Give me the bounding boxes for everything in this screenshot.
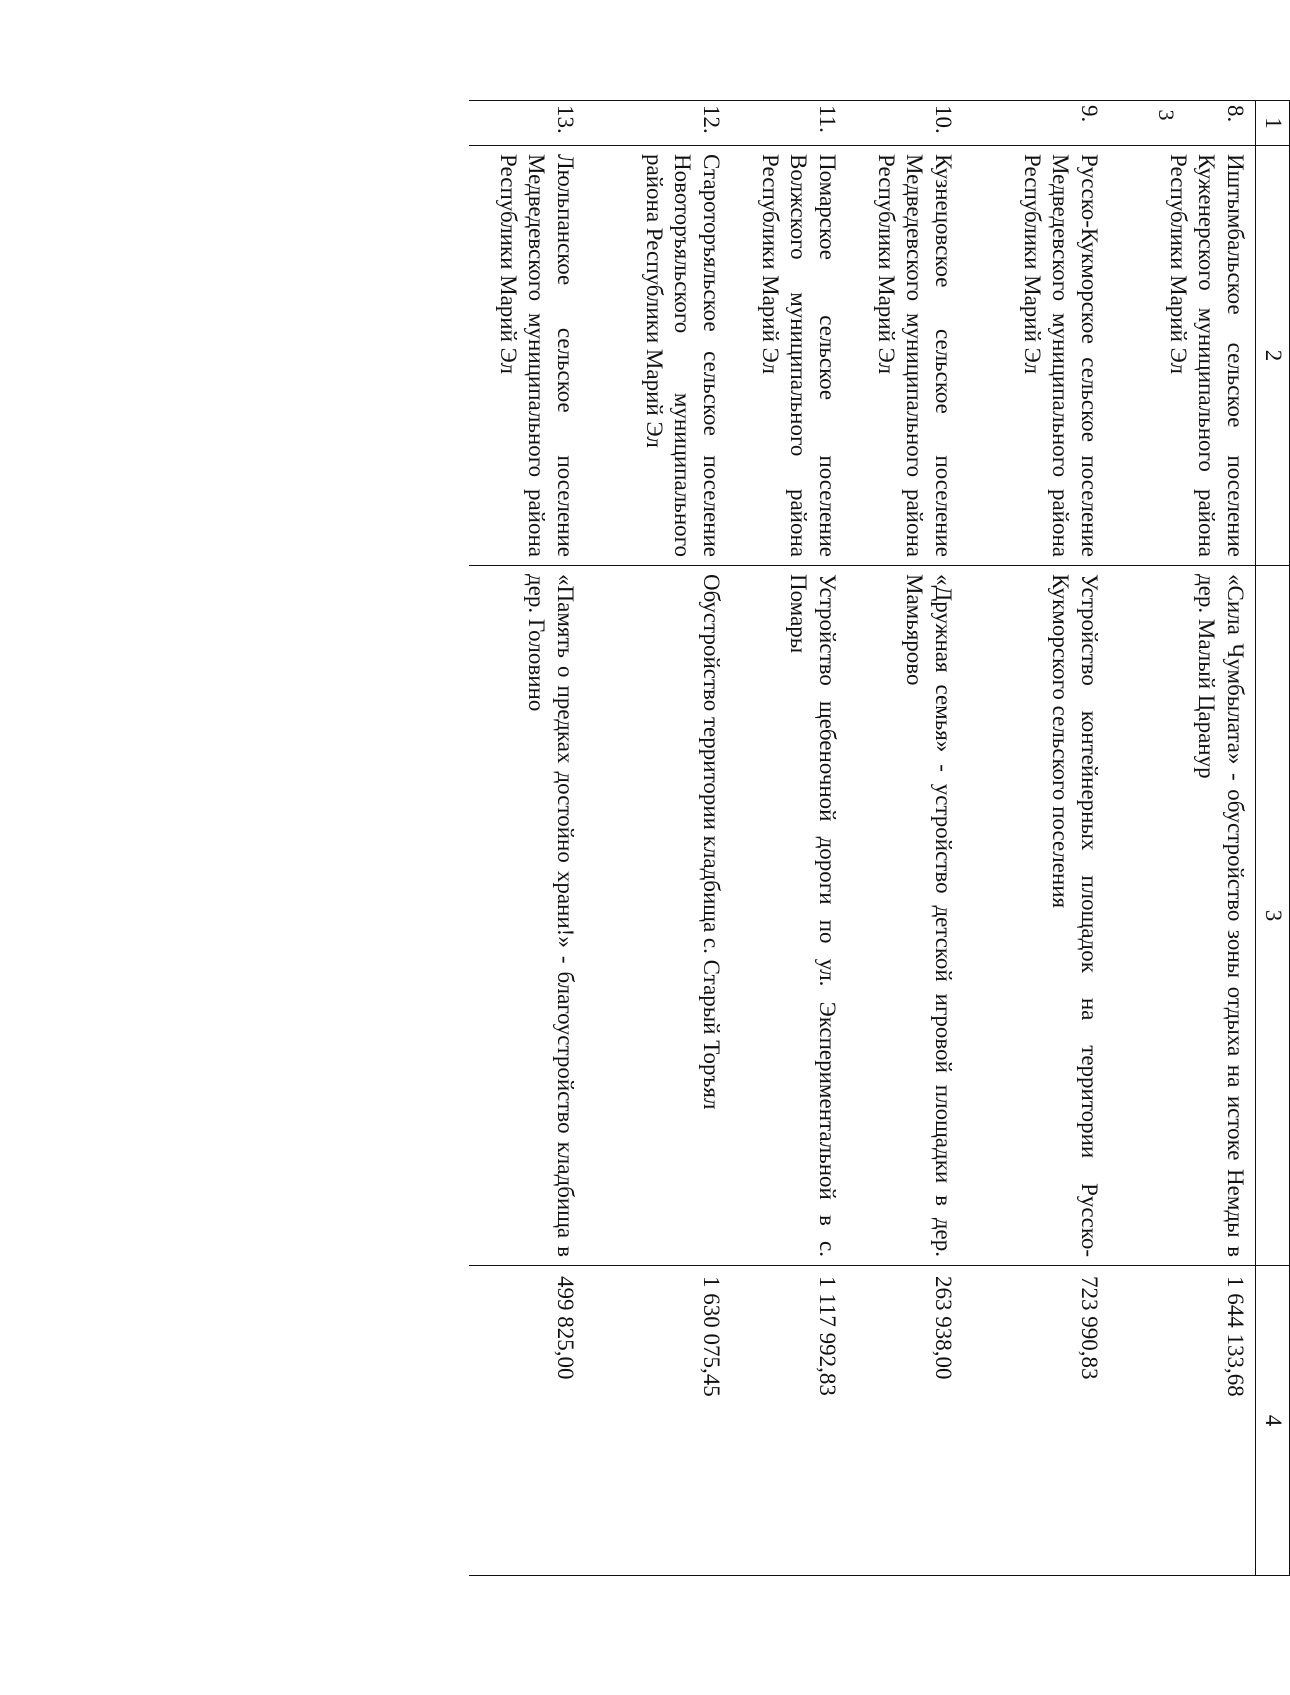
table-row [963, 101, 1109, 1576]
table-row [731, 101, 847, 1576]
column-header-1: 1 [1256, 101, 1290, 146]
row-number: 12. [585, 101, 731, 146]
settlement-name: Люльпанское сельское поселение Медведевского муниципального района Республики Марий Эл [469, 146, 585, 566]
column-header-3: 3 [1256, 566, 1290, 1266]
amount-value: 263 938,00 [847, 1266, 963, 1576]
settlement-name: Русско-Кукморское сельское поселение Медведевского муниципального района Республики Марий Эл [963, 146, 1109, 566]
settlement-name: Помарское сельское поселение Волжского муниципального района Республики Марий Эл [731, 146, 847, 566]
row-number: 13. [469, 101, 585, 146]
project-description: «Сила Чумбылата» - обустройство зоны отдыха на истоке Немды в дер. Малый Царанур [1109, 566, 1256, 1266]
settlement-name: Кузнецовское сельское поселение Медведевского муниципального района Республики Марий Эл [847, 146, 963, 566]
amount-value: 723 990,83 [963, 1266, 1109, 1576]
row-number: 11. [731, 101, 847, 146]
page-number: 3 [1154, 109, 1179, 121]
project-description: Обустройство территории кладбища с. Старый Торъял [585, 566, 731, 1266]
table-row [469, 101, 585, 1576]
row-number: 9. [963, 101, 1109, 146]
project-description: «Память о предках достойно храни!» - благоустройство кладбища в дер. Головино [469, 566, 585, 1266]
amount-value: 1 644 133,68 [1109, 1266, 1256, 1576]
project-description: Устройство контейнерных площадок на территории Русско-Кукморского сельского поселения [963, 566, 1109, 1266]
table-row [847, 101, 963, 1576]
row-number: 8. [1109, 101, 1256, 146]
amount-value: 499 825,00 [469, 1266, 585, 1576]
settlement-name: Иштымбальское сельское поселение Куженерского муниципального района Республики Марий Эл [1109, 146, 1256, 566]
data-table [469, 100, 1290, 1576]
table-row [585, 101, 731, 1576]
column-header-4: 4 [1256, 1266, 1290, 1576]
row-number: 10. [847, 101, 963, 146]
column-header-2: 2 [1256, 146, 1290, 566]
project-description: «Дружная семья» - устройство детской игровой площадки в дер. Мамьярово [847, 566, 963, 1266]
project-description: Устройство щебеночной дороги по ул. Экспериментальной в с. Помары [731, 566, 847, 1266]
amount-value: 1 630 075,45 [585, 1266, 731, 1576]
settlement-name: Староторъяльское сельское поселение Новоторъяльского муниципального района Республики Марий Эл [585, 146, 731, 566]
rotated-content [200, 100, 1290, 1575]
table-row [1109, 101, 1256, 1576]
amount-value: 1 117 992,83 [731, 1266, 847, 1576]
table-header-row [1256, 101, 1290, 1576]
